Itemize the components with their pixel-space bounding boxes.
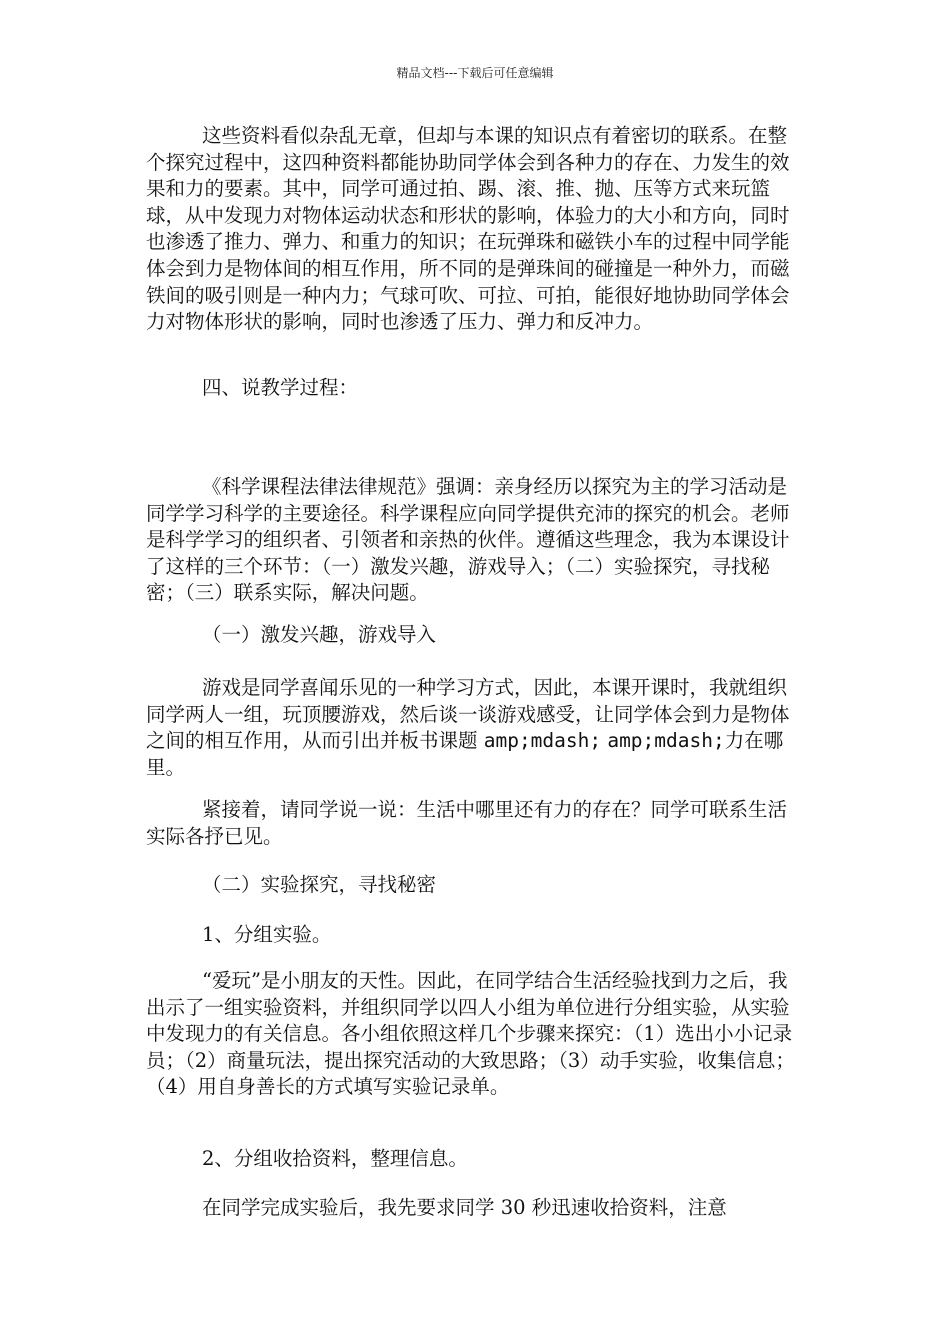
item-heading-tidy-materials: 2、分组收拾资料，整理信息。: [202, 1147, 468, 1170]
paragraph-experiment-steps: “爱玩”是小朋友的天性。因此，在同学结合生活经验找到力之后，我出示了一组实验资料，并组织同学以四人小组为单位进行分组实验，从实验中发现力的有关信息。各小组依照这样几个步骤来探究：（1）选出小小记录员；（2）商量玩法，提出探究活动的大致思路；（3）动手实验，收集信息；（4）用自身善长的方式填写实验记录单。: [146, 969, 795, 1099]
section-heading-teaching-process: 四、说教学过程：: [202, 376, 359, 399]
paragraph-game-title: 力在哪里。: [146, 729, 784, 779]
subsection-heading-experiment: （二）实验探究，寻找秘密: [202, 873, 437, 896]
paragraph-life-examples: 紧接着，请同学说一说：生活中哪里还有力的存在？同学可联系生活实际各抒已见。: [146, 798, 788, 848]
paragraph-game-entity-2: amp;mdash;: [607, 729, 725, 753]
item-heading-group-experiment: 1、分组实验。: [202, 923, 332, 946]
paragraph-curriculum-standard: 《科学课程法律法律规范》强调：亲身经历以探究为主的学习活动是同学学习科学的主要途径。科学课程应向同学提供充沛的探究的机会。老师是科学学习的组织者、引领者和亲热的伙伴。遵循这些理念，我为本课设计了这样的三个环节：（一）激发兴趣，游戏导入；（二）实验探究，寻找秘密；（三）联系实际，解决问题。: [146, 475, 790, 605]
subsection-heading-game-intro: （一）激发兴趣，游戏导入: [202, 623, 437, 646]
paragraph-game: [146, 675, 806, 781]
paragraph-materials: 这些资料看似杂乱无章，但却与本课的知识点有着密切的联系。在整个探究过程中，这四种资料都能协助同学体会到各种力的存在、力发生的效果和力的要素。其中，同学可通过拍、踢、滚、推、抛、压等方式来玩篮球，从中发现力对物体运动状态和形状的影响，体验力的大小和方向，同时也渗透了推力、弹力、和重力的知识；在玩弹珠和磁铁小车的过程中同学能体会到力是物体间的相互作用，所不同的是弹珠间的碰撞是一种外力，而磁铁间的吸引则是一种内力；气球可吹、可拉、可拍，能很好地协助同学体会力对物体形状的影响，同时也渗透了压力、弹力和反冲力。: [146, 124, 790, 334]
paragraph-tidy-materials: 在同学完成实验后，我先要求同学 30 秒迅速收拾资料，注意: [202, 1196, 727, 1219]
paragraph-game-entity-1: amp;mdash;: [483, 729, 602, 753]
paragraph-game-text: 游戏是同学喜闻乐见的一种学习方式，因此，本课开课时，我就组织同学两人一组，玩顶腰游戏，然后谈一谈游戏感受，让同学体会到力是物体之间的相互作用，从而引出并板书课题: [146, 676, 790, 753]
page-header-watermark: 精品文档---下载后可任意编辑: [396, 66, 554, 80]
